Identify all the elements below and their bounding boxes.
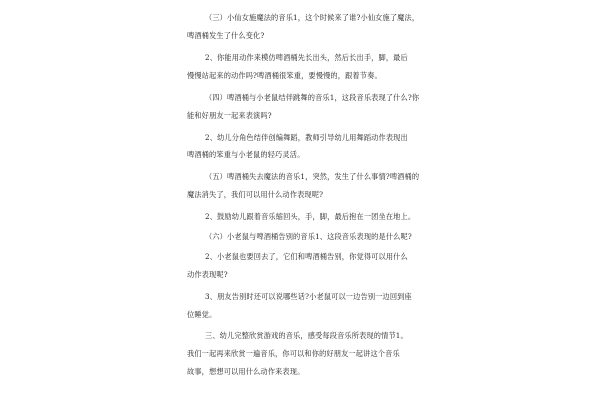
text-line: 2、你能用动作来模仿啤酒桶先长出头，然后长出手，脚，最后 xyxy=(205,53,408,62)
text-line: （五）啤酒桶失去魔法的音乐1，突然，发生了什么事情?啤酒桶的 xyxy=(205,172,420,181)
text-line: 啤酒桶的笨重与小老鼠的轻巧灵活。 xyxy=(187,150,305,159)
text-line: 3、朋友告别时还可以说哪些话?小老鼠可以一边告别一边回到座 xyxy=(205,292,412,301)
text-line: 三、幼儿完整欣赏游戏的音乐，感受每段音乐所表现的情节1。 xyxy=(205,331,408,340)
text-line: （三）小仙女施魔法的音乐1，这个时候来了谁?小仙女施了魔法， xyxy=(205,13,420,22)
text-line: 2、幼儿分角色结伴创编舞蹈，教师引导幼儿用舞蹈动作表现出 xyxy=(205,133,408,142)
text-line: 我们一起再来欣赏一遍音乐，你可以和你的好朋友一起讲这个音乐 xyxy=(187,349,400,358)
text-line: 能和好朋友一起来表演吗? xyxy=(187,111,272,120)
text-line: 魔法消失了，我们可以用什么动作表现呢? xyxy=(187,190,324,199)
text-line: 故事，想想可以用什么动作来表现。 xyxy=(187,367,305,376)
text-line: 2、小老鼠也要回去了，它们和啤酒桶告别，你觉得可以用什么 xyxy=(205,252,408,261)
text-line: （四）啤酒桶与小老鼠结伴跳舞的音乐1，这段音乐表现了什么?你 xyxy=(205,93,420,102)
text-line: 2、鼓励幼儿跟着音乐缩回头，手，脚，最后抱在一团坐在地上。 xyxy=(205,212,416,221)
text-line: 慢慢站起来的动作吗?啤酒桶很笨重，要慢慢的，跟着节奏。 xyxy=(187,71,382,80)
text-line: （六）小老鼠与啤酒桶告别的音乐1、这段音乐表现的是什么呢? xyxy=(205,232,412,241)
text-line: 啤酒桶发生了什么变化? xyxy=(187,31,265,40)
text-line: 动作表现呢? xyxy=(187,270,228,279)
text-line: 位睡觉。 xyxy=(187,310,217,319)
